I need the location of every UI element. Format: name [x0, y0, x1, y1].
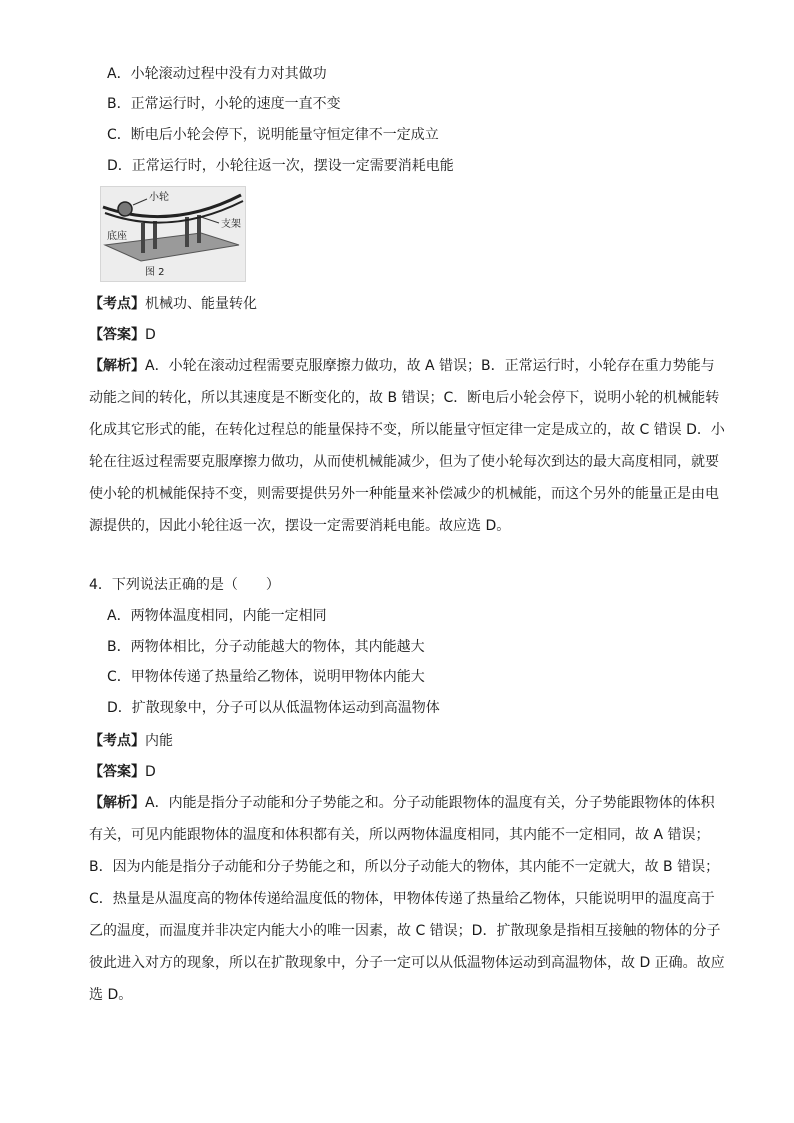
answer-tag: 【答案】 [89, 764, 145, 780]
answer-tag: 【答案】 [89, 327, 145, 343]
q4-analysis-line: 彼此进入对方的现象，所以在扩散现象中，分子一定可以从低温物体运动到高温物体，故 D 正确。故应 [89, 955, 725, 971]
wheel-icon [118, 202, 132, 216]
q4-analysis-line [89, 793, 715, 813]
q3-analysis-line: 源提供的，因此小轮往返一次，摆设一定需要消耗电能。故应选 D。 [89, 518, 511, 534]
q3-analysis-line: 使小轮的机械能保持不变，则需要提供另外一种能量来补偿减少的机械能，而这个另外的能量正是由电 [89, 486, 719, 502]
q3-analysis-line: 动能之间的转化，所以其速度是不断变化的，故 B 错误；C．断电后小轮会停下，说明小轮的机械能转 [89, 390, 720, 406]
figure-caption: 图 2 [145, 267, 165, 278]
answer-text: D [145, 764, 156, 780]
support-leg [185, 217, 189, 247]
label-support: 支架 [221, 219, 241, 230]
q4-analysis-line: 乙的温度，而温度并非决定内能大小的唯一因素，故 C 错误；D．扩散现象是指相互接触的物体的分子 [89, 923, 721, 939]
support-pointer [201, 217, 219, 223]
label-wheel: 小轮 [149, 192, 169, 203]
q4-option-c: C．甲物体传递了热量给乙物体，说明甲物体内能大 [107, 669, 425, 685]
q4-stem: 4．下列说法正确的是（ ） [89, 577, 280, 593]
kaodian-text: 机械功、能量转化 [145, 296, 257, 312]
analysis-tag: 【解析】 [89, 358, 145, 374]
answer-text: D [145, 327, 156, 343]
q3-option-c: C．断电后小轮会停下，说明能量守恒定律不一定成立 [107, 127, 439, 143]
q3-kaodian [89, 294, 257, 314]
kaodian-tag: 【考点】 [89, 296, 145, 312]
q3-analysis-line: 轮在往返过程需要克服摩擦力做功，从而使机械能减少，但为了使小轮每次到达的最大高度相同，就要 [89, 454, 719, 470]
q4-kaodian [89, 731, 173, 751]
q3-answer [89, 325, 156, 345]
q4-analysis-line: 有关，可见内能跟物体的温度和体积都有关，所以两物体温度相同，其内能不一定相同，故 A 错误； [89, 827, 710, 843]
analysis-tag: 【解析】 [89, 795, 145, 811]
q4-analysis-line: C．热量是从温度高的物体传递给温度低的物体，甲物体传递了热量给乙物体，只能说明甲的温度高于 [89, 891, 715, 907]
q4-option-d: D．扩散现象中，分子可以从低温物体运动到高温物体 [107, 700, 440, 716]
q4-analysis-line: B．因为内能是指分子动能和分子势能之和，所以分子动能大的物体，其内能不一定就大，故 B 错误； [89, 859, 720, 875]
support-leg [153, 221, 157, 249]
analysis-text: A．小轮在滚动过程需要克服摩擦力做功，故 A 错误；B．正常运行时，小轮存在重力势能与 [145, 358, 715, 374]
q3-analysis-line: 化成其它形式的能，在转化过程总的能量保持不变，所以能量守恒定律一定是成立的，故 C 错误 D．小 [89, 422, 725, 438]
support-leg [197, 215, 201, 243]
figure-wheel-track [100, 186, 246, 282]
q3-analysis-line [89, 356, 715, 376]
analysis-text: A．内能是指分子动能和分子势能之和。分子动能跟物体的温度有关，分子势能跟物体的体积 [145, 795, 715, 811]
q3-option-d: D．正常运行时，小轮往返一次，摆设一定需要消耗电能 [107, 158, 454, 174]
kaodian-tag: 【考点】 [89, 733, 145, 749]
support-leg [141, 223, 145, 253]
q4-option-b: B．两物体相比，分子动能越大的物体，其内能越大 [107, 639, 425, 655]
q4-analysis-line: 选 D。 [89, 987, 133, 1003]
figure-wheel-track-drawing [101, 187, 245, 281]
wheel-pointer [133, 199, 147, 205]
label-base: 底座 [107, 231, 127, 242]
q4-option-a: A．两物体温度相同，内能一定相同 [107, 608, 327, 624]
q3-option-a: A．小轮滚动过程中没有力对其做功 [107, 66, 327, 82]
q4-answer [89, 762, 156, 782]
kaodian-text: 内能 [145, 733, 173, 749]
q3-option-b: B．正常运行时，小轮的速度一直不变 [107, 96, 341, 112]
